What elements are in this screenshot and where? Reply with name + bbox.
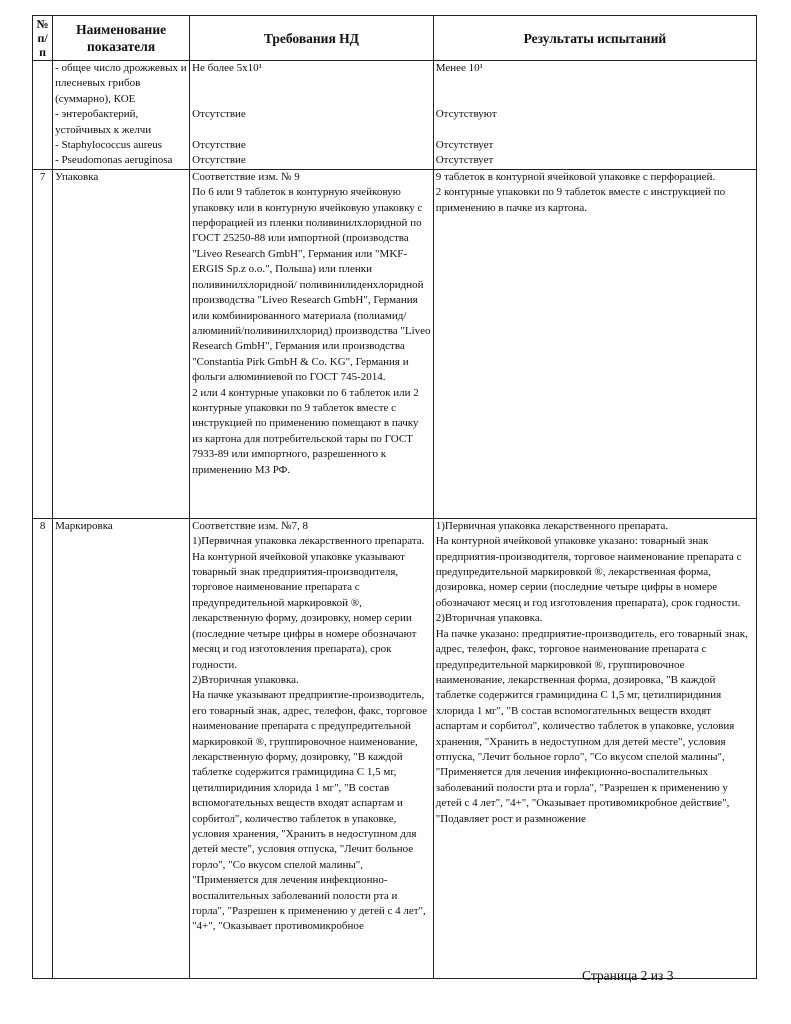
row-requirements: Не более 5х10¹ Отсутствие Отсутствие Отсутствие [190,61,434,170]
row-results: 1)Первичная упаковка лекарственного препарата. На контурной ячейковой упаковке указано: товарный знак предприятия-производителя, торговое наименование препарата с предупредительной маркировкой ®, лекарственная форма, дозировка, номер серии (последние четыре цифры в номере обозначают месяц и год изготовления препарата), срок годности. 2)Вторичная упаковка. На пачке указано: предприятие-производитель, его товарный знак, адрес, телефон, факс, торговое наименование препарата с предупредительной маркировкой ®, группировочное наименование, лекарственная форма, дозировка, "В каждой таблетке содержится грамицидина С 1,5 мг, цетилпиридиния хлорида 1 мг", "В состав вспомогательных веществ входят аспартам и сорбитол", количество таблеток в упаковке, условия хранения, "Хранить в недоступном для детей месте", условия отпуска, "Лечит больное горло", "Со вкусом спелой малины", "Применяется для лечения инфекционно-воспалительных заболеваний полости рта и горла", "Разрешен к применению у детей с 4 лет", "4+", "Оказывает противомикробное действие", "Подавляет рост и размножение [433,518,756,978]
row-number: 7 [33,169,53,518]
header-number: № п/п [33,16,53,61]
row-requirements: Соответствие изм. № 9 По 6 или 9 таблеток в контурную ячейковую упаковку или в контурную ячейковую упаковку с перфорацией из пленки поливинилхлоридной по ГОСТ 25250-88 или импортной (производства "Liveo Research GmbH", Германия или "MKF-ERGIS Sp.z o.o.", Польша) или пленки поливинилхлоридной/ поливинилиденхлоридной производства "Liveo Research GmbH", Германия или комбинированного материала (полиамид/ алюминий/поливинилхлорид) производства "Liveo Research GmbH", Германия или производства "Constantia Pirk GmbH & Co. KG", Германия и фольги алюминиевой по ГОСТ 745-2014. 2 или 4 контурные упаковки по 6 таблеток или 2 контурные упаковки по 9 таблеток вместе с инструкцией по применению помещают в пачку из картона для потребительской тары по ГОСТ 7933-89 или импортного, разрешенного к применению МЗ РФ. [190,169,434,518]
row-number: 8 [33,518,53,978]
row-indicator-name: Упаковка [53,169,190,518]
table-row [33,61,757,170]
row-indicator-name: - общее число дрожжевых и плесневых грибов (суммарно), КОЕ - энтеробактерий, устойчивых к желчи - Staphylococcus aureus - Pseudomonas aeruginosa [53,61,190,170]
row-number [33,61,53,170]
row-requirements: Соответствие изм. №7, 8 1)Первичная упаковка лекарственного препарата. На контурной ячейковой упаковке указывают товарный знак предприятия-производителя, торговое наименование препарата с предупредительной маркировкой ®, лекарственную форму, дозировку, номер серии (последние четыре цифры в номере обозначают месяц и год изготовления препарата), срок годности. 2)Вторичная упаковка. На пачке указывают предприятие-производитель, его товарный знак, адрес, телефон, факс, торговое наименование препарата с предупредительной маркировкой ®, группировочное наименование, лекарственную форму, дозировку, "В каждой таблетке содержится грамицидина С 1,5 мг, цетилпиридиния хлорида 1 мг", "В состав вспомогательных веществ входят аспартам и сорбитол", количество таблеток в упаковке, условия хранения, "Хранить в недоступном для детей месте", условия отпуска, "Лечит больное горло", "Со вкусом спелой малины", "Применяется для лечения инфекционно-воспалительных заболеваний полости рта и горла", "Разрешен к применению у детей с 4 лет", "4+", "Оказывает противомикробное [190,518,434,978]
row-results: 9 таблеток в контурной ячейковой упаковке с перфорацией. 2 контурные упаковки по 9 таблеток вместе с инструкцией по применению в пачке из картона. [433,169,756,518]
row-indicator-name: Маркировка [53,518,190,978]
table-row [33,518,757,978]
test-results-table [32,15,757,979]
row-results: Менее 10¹ Отсутствуют Отсутствует Отсутствует [433,61,756,170]
table-row [33,169,757,518]
header-indicator-name: Наименование показателя [53,16,190,61]
table-header-row [33,16,757,61]
header-results: Результаты испытаний [433,16,756,61]
header-requirements: Требования НД [190,16,434,61]
page-number: Страница 2 из 3 [582,968,674,983]
